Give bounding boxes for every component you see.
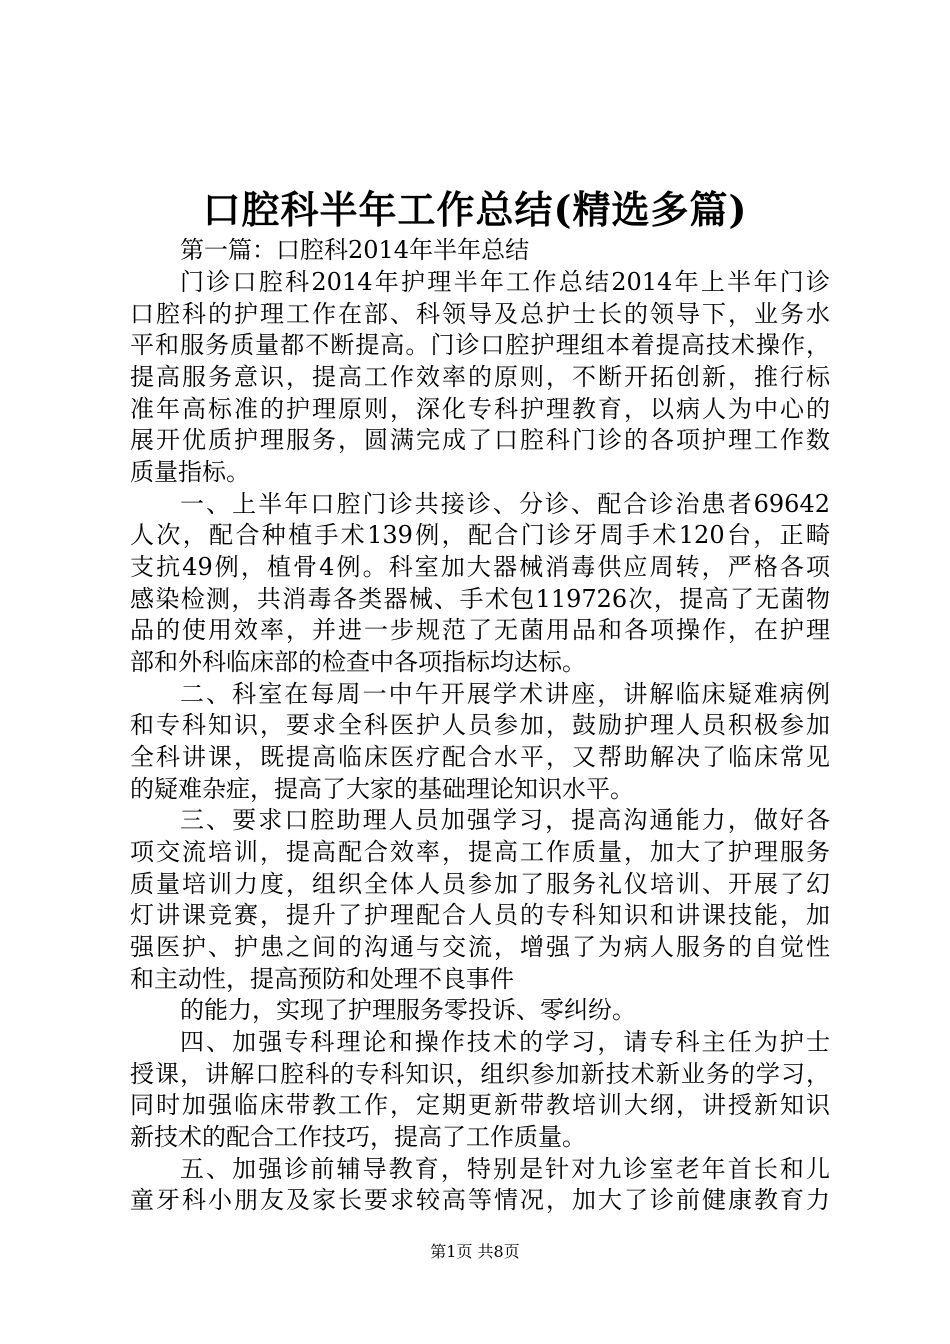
body-line: 项交流培训，提高配合效率，提高工作质量，加大了护理服务 [130, 838, 830, 866]
body-line: 提高服务意识，提高工作效率的原则，不断开拓创新，推行标 [130, 363, 830, 391]
body-line: 人次，配合种植手术139例，配合门诊牙周手术120台，正畸 [130, 521, 830, 549]
body-line: 质量指标。 [130, 458, 250, 486]
body-line: 平和服务质量都不断提高。门诊口腔护理组本着提高技术操作， [130, 331, 830, 359]
body-line: 五、加强诊前辅导教育，特别是针对九诊室老年首长和儿 [180, 1155, 830, 1183]
body-line: 准年高标准的护理原则，深化专科护理教育，以病人为中心的 [130, 395, 830, 423]
body-line: 授课，讲解口腔科的专科知识，组织参加新技术新业务的学习， [130, 1060, 830, 1088]
body-line: 新技术的配合工作技巧，提高了工作质量。 [130, 1123, 586, 1151]
body-line: 强医护、护患之间的沟通与交流，增强了为病人服务的自觉性 [130, 933, 830, 961]
body-line: 的能力，实现了护理服务零投诉、零纠纷。 [180, 996, 636, 1024]
page-footer: 第1页 共8页 [430, 1242, 520, 1261]
body-line: 口腔科的护理工作在部、科领导及总护士长的领导下，业务水 [130, 300, 830, 328]
body-line: 和主动性，提高预防和处理不良事件 [130, 965, 514, 993]
body-line: 灯讲课竞赛，提升了护理配合人员的专科知识和讲课技能，加 [130, 901, 830, 929]
body-line: 和专科知识，要求全科医护人员参加，鼓励护理人员积极参加 [130, 711, 830, 739]
body-line: 三、要求口腔助理人员加强学习，提高沟通能力，做好各 [180, 806, 830, 834]
body-line: 感染检测，共消毒各类器械、手术包119726次，提高了无菌物 [130, 585, 830, 613]
body-line: 部和外科临床部的检查中各项指标均达标。 [130, 648, 586, 676]
body-line: 二、科室在每周一中午开展学术讲座，讲解临床疑难病例 [180, 680, 830, 708]
body-line: 童牙科小朋友及家长要求较高等情况，加大了诊前健康教育力 [130, 1186, 830, 1214]
body-line: 支抗49例，植骨4例。科室加大器械消毒供应周转，严格各项 [130, 553, 830, 581]
body-line: 全科讲课，既提高临床医疗配合水平，又帮助解决了临床常见 [130, 743, 830, 771]
body-line: 一、上半年口腔门诊共接诊、分诊、配合诊治患者69642 [180, 490, 830, 518]
body-line: 同时加强临床带教工作，定期更新带教培训大纲，讲授新知识 [130, 1091, 830, 1119]
body-line: 展开优质护理服务，圆满完成了口腔科门诊的各项护理工作数 [130, 426, 830, 454]
body-line: 四、加强专科理论和操作技术的学习，请专科主任为护士 [180, 1028, 830, 1056]
document-title: 口腔科半年工作总结(精选多篇) [202, 187, 748, 232]
body-line: 质量培训力度，组织全体人员参加了服务礼仪培训、开展了幻 [130, 870, 830, 898]
body-line: 门诊口腔科2014年护理半年工作总结2014年上半年门诊 [180, 268, 830, 296]
body-line: 品的使用效率，并进一步规范了无菌用品和各项操作，在护理 [130, 616, 830, 644]
body-line: 的疑难杂症，提高了大家的基础理论知识水平。 [130, 775, 634, 803]
body-line: 第一篇：口腔科2014年半年总结 [180, 236, 530, 264]
